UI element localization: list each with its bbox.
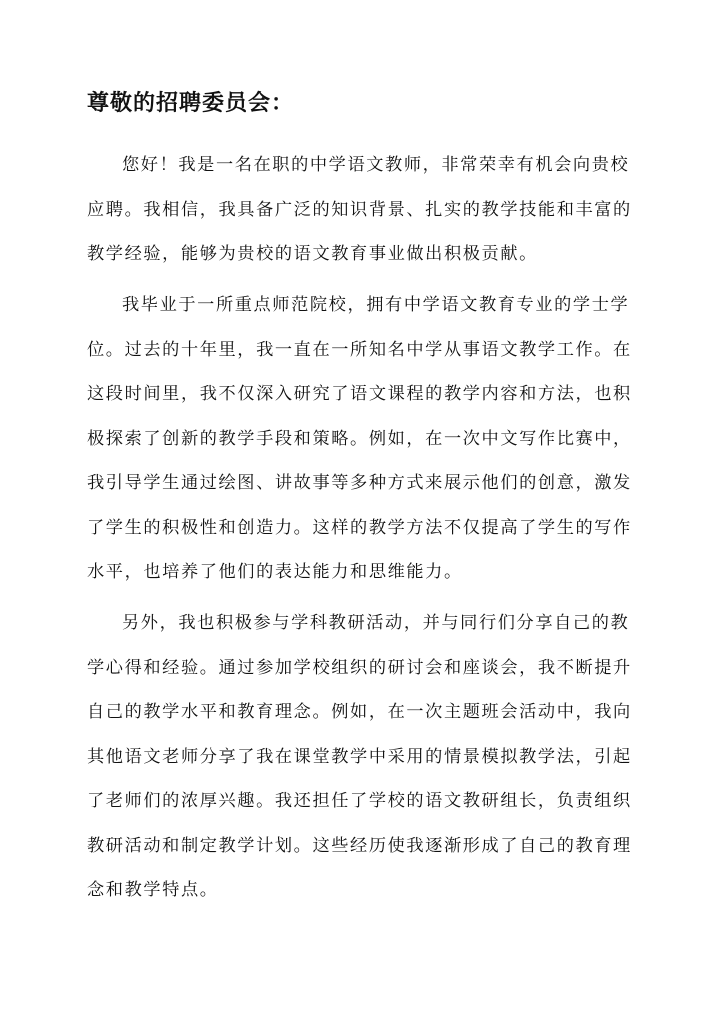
- paragraph-line: 教学经验，能够为贵校的语文教育事业做出积极贡献。: [87, 244, 538, 264]
- paragraph-line: 其他语文老师分享了我在课堂教学中采用的情景模拟教学法，引起: [87, 746, 632, 767]
- paragraph-line: 水平，也培养了他们的表达能力和思维能力。: [87, 562, 463, 582]
- paragraph-line: 位。过去的十年里，我一直在一所知名中学从事语文教学工作。在: [87, 339, 632, 360]
- paragraph-line: 教研活动和制定教学计划。这些经历使我逐渐形成了自己的教育理: [87, 835, 632, 856]
- paragraph-line: 您好！我是一名在职的中学语文教师，非常荣幸有机会向贵校: [122, 155, 630, 175]
- paragraph-line: 了学生的积极性和创造力。这样的教学方法不仅提高了学生的写作: [87, 517, 632, 538]
- paragraph-line: 自己的教学水平和教育理念。例如，在一次主题班会活动中，我向: [87, 702, 632, 722]
- paragraph-line: 这段时间里，我不仅深入研究了语文课程的教学内容和方法，也积: [87, 384, 632, 404]
- paragraph-line: 另外，我也积极参与学科教研活动，并与同行们分享自己的教: [122, 613, 630, 633]
- letter-salutation: 尊敬的招聘委员会：: [87, 90, 295, 116]
- paragraph-line: 我毕业于一所重点师范院校，拥有中学语文教育专业的学士学: [122, 295, 630, 315]
- paragraph-education-experience: [87, 283, 642, 595]
- paragraph-line: 应聘。我相信，我具备广泛的知识背景、扎实的教学技能和丰富的: [87, 199, 632, 220]
- paragraph-line: 我引导学生通过绘图、讲故事等多种方式来展示他们的创意，激发: [87, 473, 632, 493]
- paragraph-line: 了老师们的浓厚兴趣。我还担任了学校的语文教研组长，负责组织: [87, 791, 632, 811]
- paragraph-line: 学心得和经验。通过参加学校组织的研讨会和座谈会，我不断提升: [87, 657, 632, 678]
- paragraph-line: 极探索了创新的教学手段和策略。例如，在一次中文写作比赛中，: [87, 428, 632, 449]
- paragraph-introduction: [87, 143, 642, 277]
- paragraph-line: 念和教学特点。: [87, 880, 219, 900]
- paragraph-research-activities: [87, 601, 642, 913]
